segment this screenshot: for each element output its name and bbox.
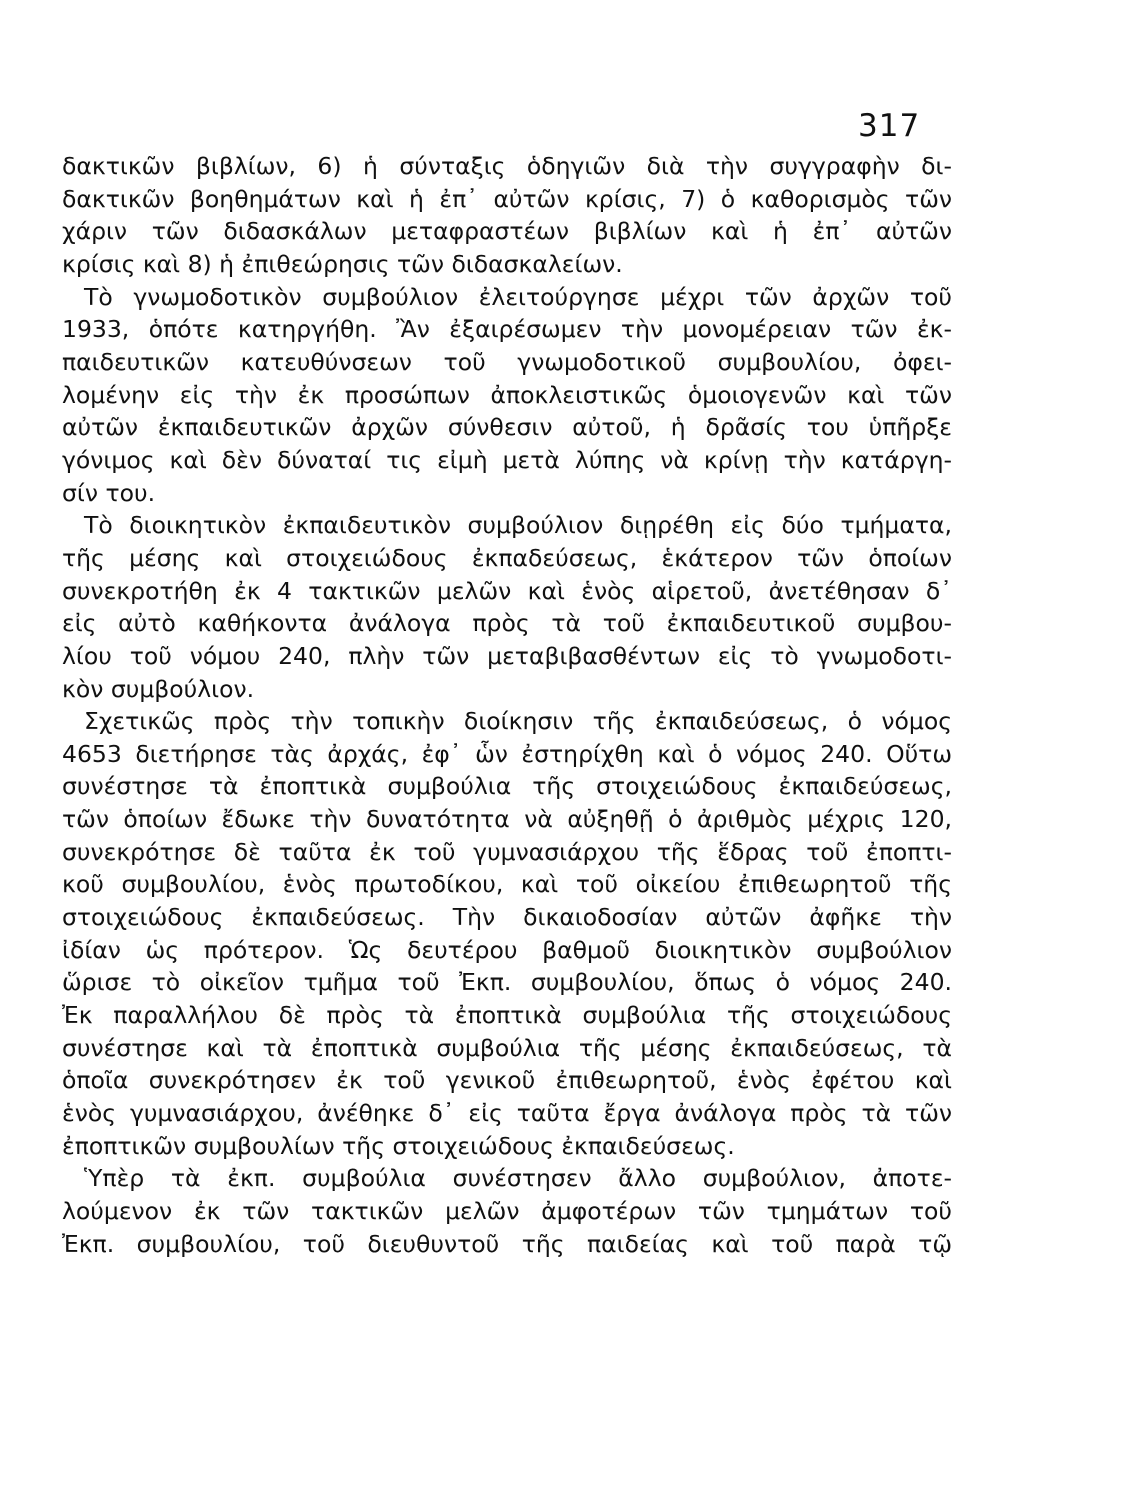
text-line: ἐποπτικῶν συμβουλίων τῆς στοιχειώδους ἐκπαιδεύσεως.	[62, 1131, 735, 1160]
body-text	[62, 150, 952, 1260]
text-line: τῶν ὁποίων ἔδωκε τὴν δυνατότητα νὰ αὐξηθῇ ὁ ἀριθμὸς μέχρις 120,	[62, 805, 952, 834]
text-line: λούμενον ἐκ τῶν τακτικῶν μελῶν ἀμφοτέρων τῶν τμημάτων τοῦ	[62, 1197, 952, 1225]
text-line: χάριν τῶν διδασκάλων μεταφραστέων βιβλίων καὶ ἡ ἐπ᾽ αὐτῶν	[62, 217, 952, 246]
text-line: 4653 διετήρησε τὰς ἀρχάς, ἐφ᾽ ὧν ἐστηρίχθη καὶ ὁ νόμος 240. Οὕτω	[62, 739, 952, 768]
text-line: ὁποῖα συνεκρότησεν ἐκ τοῦ γενικοῦ ἐπιθεωρητοῦ, ἑνὸς ἐφέτου καὶ	[62, 1066, 952, 1095]
text-line: γόνιμος καὶ δὲν δύναταί τις εἰμὴ μετὰ λύπης νὰ κρίνῃ τὴν κατάργη-	[62, 445, 952, 474]
text-line: ἰδίαν ὡς πρότερον. Ὡς δευτέρου βαθμοῦ διοικητικὸν συμβούλιον	[62, 935, 952, 964]
text-line: τῆς μέσης καὶ στοιχειώδους ἐκπαδεύσεως, ἑκάτερον τῶν ὁποίων	[62, 543, 952, 572]
text-line: συνεκροτήθη ἐκ 4 τακτικῶν μελῶν καὶ ἑνὸς αἱρετοῦ, ἀνετέθησαν δ᾽	[62, 576, 952, 605]
text-line: Τὸ γνωμοδοτικὸν συμβούλιον ἐλειτούργησε μέχρι τῶν ἀρχῶν τοῦ	[84, 282, 952, 311]
text-line: δακτικῶν βοηθημάτων καὶ ἡ ἐπ᾽ αὐτῶν κρίσις, 7) ὁ καθορισμὸς τῶν	[62, 184, 952, 213]
text-line: λομένην εἰς τὴν ἐκ προσώπων ἀποκλειστικῶς ὁμοιογενῶν καὶ τῶν	[62, 380, 952, 409]
text-line: Τὸ διοικητικὸν ἐκπαιδευτικὸν συμβούλιον διῃρέθη εἰς δύο τμήματα,	[84, 511, 952, 540]
text-line: παιδευτικῶν κατευθύνσεων τοῦ γνωμοδοτικοῦ συμβουλίου, ὀφει-	[62, 347, 952, 376]
text-line: ἑνὸς γυμνασιάρχου, ἀνέθηκε δ᾽ εἰς ταῦτα ἔργα ἀνάλογα πρὸς τὰ τῶν	[62, 1099, 952, 1128]
text-line: σίν του.	[62, 478, 156, 507]
text-line: λίου τοῦ νόμου 240, πλὴν τῶν μεταβιβασθέντων εἰς τὸ γνωμοδοτι-	[62, 641, 952, 670]
text-line: Ὑπὲρ τὰ ἐκπ. συμβούλια συνέστησεν ἄλλο συμβούλιον, ἀποτε-	[84, 1164, 952, 1193]
text-line: συνέστησε καὶ τὰ ἐποπτικὰ συμβούλια τῆς μέσης ἐκπαιδεύσεως, τὰ	[62, 1033, 952, 1062]
text-line: εἰς αὐτὸ καθήκοντα ἀνάλογα πρὸς τὰ τοῦ ἐκπαιδευτικοῦ συμβου-	[62, 609, 952, 638]
text-line: συνεκρότησε δὲ ταῦτα ἐκ τοῦ γυμνασιάρχου τῆς ἕδρας τοῦ ἐποπτι-	[62, 837, 952, 866]
text-line: αὐτῶν ἐκπαιδευτικῶν ἀρχῶν σύνθεσιν αὐτοῦ, ἡ δρᾶσίς του ὑπῆρξε	[62, 413, 952, 442]
text-line: δακτικῶν βιβλίων, 6) ἡ σύνταξις ὁδηγιῶν διὰ τὴν συγγραφὴν δι-	[62, 152, 952, 180]
text-line: Σχετικῶς πρὸς τὴν τοπικὴν διοίκησιν τῆς ἐκπαιδεύσεως, ὁ νόμος	[84, 707, 952, 736]
text-line: στοιχειώδους ἐκπαιδεύσεως. Τὴν δικαιοδοσίαν αὐτῶν ἀφῆκε τὴν	[62, 903, 952, 932]
text-line: κὸν συμβούλιον.	[62, 674, 255, 703]
text-line: Ἐκπ. συμβουλίου, τοῦ διευθυντοῦ τῆς παιδείας καὶ τοῦ παρὰ τῷ	[62, 1229, 952, 1258]
page-number: 317	[858, 108, 921, 144]
text-line: ὥρισε τὸ οἰκεῖον τμῆμα τοῦ Ἐκπ. συμβουλίου, ὅπως ὁ νόμος 240.	[62, 968, 952, 997]
text-line: κοῦ συμβουλίου, ἑνὸς πρωτοδίκου, καὶ τοῦ οἰκείου ἐπιθεωρητοῦ τῆς	[62, 870, 952, 899]
text-line: κρίσις καὶ 8) ἡ ἐπιθεώρησις τῶν διδασκαλείων.	[62, 249, 623, 278]
text-line: συνέστησε τὰ ἐποπτικὰ συμβούλια τῆς στοιχειώδους ἐκπαιδεύσεως,	[62, 772, 952, 801]
text-line: 1933, ὁπότε κατηργήθη. Ἂν ἐξαιρέσωμεν τὴν μονομέρειαν τῶν ἐκ-	[62, 315, 952, 344]
text-line: Ἐκ παραλλήλου δὲ πρὸς τὰ ἐποπτικὰ συμβούλια τῆς στοιχειώδους	[62, 1001, 952, 1030]
